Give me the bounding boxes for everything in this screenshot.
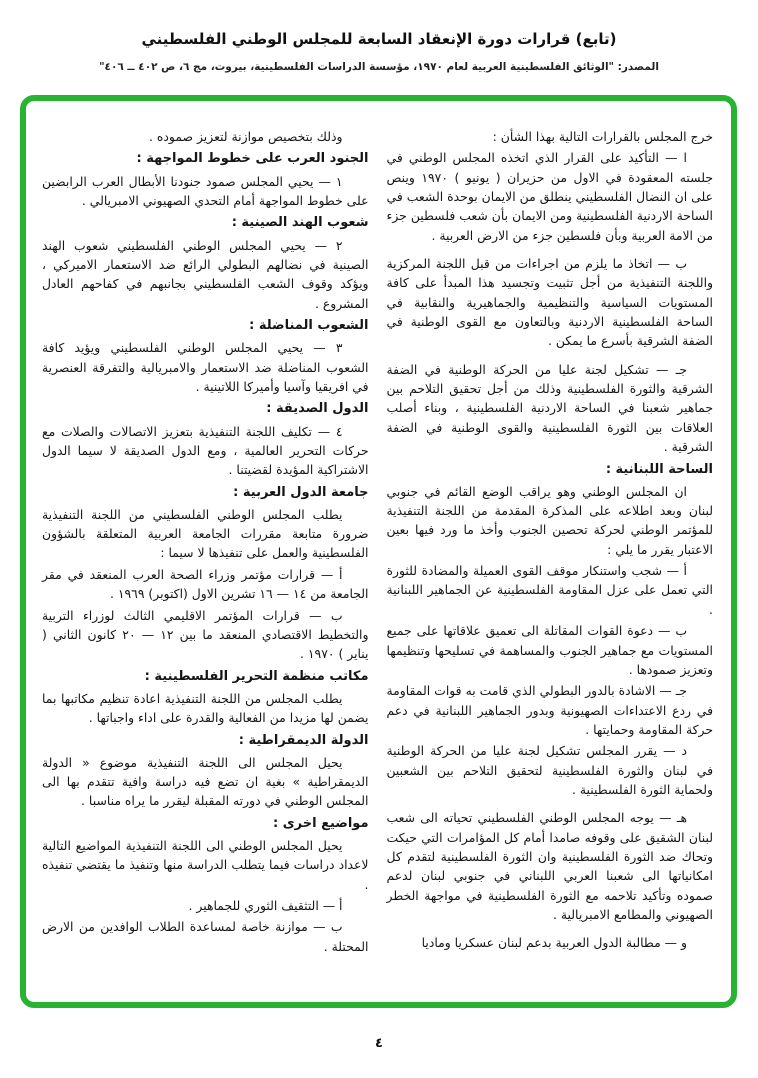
paragraph: وذلك بتخصيص موازنة لتعزيز صموده . <box>149 129 343 144</box>
section-heading: الشعوب المناضلة : <box>249 317 369 333</box>
paragraph: خرج المجلس بالقرارات التالية بهذا الشأن : <box>492 129 713 144</box>
paragraph: ٤ — تكليف اللجنة التنفيذية بتعزيز الاتصالات والصلات مع حركات التحرير العالمية ، ومع الدول الصديقة لا سيما الدول الاشتراكية المؤيدة لقضيتنا . <box>42 423 369 478</box>
paragraph: ب — اتخاذ ما يلزم من اجراءات من قبل اللجنة المركزية واللجنة التنفيذية من أجل تثبيت وتجسيد هذا المبدأ على كافة المستويات السياسية والتنظيمية والجماهيرية والنقابية في الساحة الفلسطينية الاردنية وبالتعاون مع القوى الوطنية في الضفة الشرقية بأسرع ما يمكن . <box>386 256 713 349</box>
source-citation: المصدر: "الوثائق الفلسطينية العربية لعام ١٩٧٠، مؤسسة الدراسات الفلسطينية، بيروت، مج ٦، ص ٤٠٢ ــ ٤٠٦" <box>99 61 659 73</box>
paragraph: و — مطالبة الدول العربية بدعم لبنان عسكريا وماديا <box>421 935 687 951</box>
green-border-frame <box>20 95 737 1008</box>
paragraph: ١ — يحيي المجلس صمود جنودنا الأبطال العرب الرابضين على خطوط المواجهة أمام التحدي الصهيوني الامبريالي . <box>42 173 369 208</box>
paragraph: يحيل المجلس الى اللجنة التنفيذية موضوع « الدولة الديمقراطية » بغية ان تضع فيه دراسة وافية تتقدم بها الى المجلس الوطني في دورته المقبلة ليقرر ما يراه مناسبا . <box>42 754 369 809</box>
paragraph: ٣ — يحيي المجلس الوطني الفلسطيني ويؤيد كافة الشعوب المناضلة ضد الاستعمار والامبريالية والتفرقة العنصرية في افريقيا وآسيا وأميركا اللاتينية . <box>42 340 369 394</box>
section-heading: شعوب الهند الصينية : <box>231 215 369 231</box>
paragraph: جـ — الاشادة بالدور البطولي الذي قامت به قوات المقاومة في ردع الاعتداءات الصهيونية وبدور الجماهير اللبنانية في دعم حركة المقاومة وحمايتها . <box>386 683 713 737</box>
column-right <box>387 127 714 992</box>
section-heading: الدولة الديمقراطية : <box>238 732 369 748</box>
paragraph: يحيل المجلس الوطني الى اللجنة التنفيذية المواضيع التالية لاعداد دراسات فيما يتطلب الدراسة منها وتنفيذ ما يقتضي تنفيذه . <box>42 838 369 892</box>
paragraph: ان المجلس الوطني وهو يراقب الوضع القائم في جنوبي لبنان وبعد اطلاعه على المذكرة المقدمة من اللجنة التنفيذية للمؤتمر الوطني لحركة تحصين الجنوب وأخذ ما ورد فيها بعين الاعتبار يقرر ما يلي : <box>386 483 713 557</box>
page-number: ٤ <box>375 1036 383 1051</box>
paragraph: ب — موازنة خاصة لمساعدة الطلاب الوافدين من الارض المحتلة . <box>42 919 369 954</box>
column-left <box>42 127 369 992</box>
section-heading: جامعة الدول العربية : <box>233 484 369 500</box>
page-title: (تابع) قرارات دورة الإنعقاد السابعة للمجلس الوطني الفلسطيني <box>141 30 617 48</box>
paragraph: ٢ — يحيي المجلس الوطني الفلسطيني شعوب الهند الصينية في نضالهم البطولي الرائع ضد الاستعمار الاميركي ، ويؤكد وقوف الشعب الفلسطيني بجانبهم في كفاحهم العادل المشروع . <box>42 237 369 311</box>
paragraph: أ — شجب واستنكار موقف القوى العميلة والمضادة للثورة التي تعمل على عزل المقاومة الفلسطينية عن الجماهير اللبنانية . <box>386 563 713 617</box>
paragraph: ا — التأكيد على القرار الذي اتخذه المجلس الوطني في جلسته المعقودة في الاول من حزيران ( يونيو ) ١٩٧٠ وينص على ان النضال الفلسطيني ينطلق من الايمان بوحدة الشعب في الساحة الاردنية الفلسطينية ومن الايمان بأن شعب فلسطين جزء من الامة العربية وبأن فلسطين جزء من الارض العربية . <box>386 150 713 243</box>
section-heading: الساحة اللبنانية : <box>605 461 713 477</box>
section-heading: الجنود العرب على خطوط المواجهة : <box>136 151 369 167</box>
section-heading: الدول الصديقة : <box>266 401 369 417</box>
paragraph: ب — دعوة القوات المقاتلة الى تعميق علاقاتها على جميع المستويات مع جماهير الجنوب والمساهمة في تسليحها وتنظيمها وتعزيز صمودها . <box>386 623 713 677</box>
section-heading: مكاتب منظمة التحرير الفلسطينية : <box>144 668 369 684</box>
paragraph: جـ — تشكيل لجنة عليا من الحركة الوطنية في الضفة الشرقية والثورة الفلسطينية وذلك من أجل تحقيق التلاحم بين جماهير شعبنا في الساحة الاردنية الفلسطينية ، وبناء أصلب العلاقات بين الثورة الفلسطينية والقوى الوطنية في الضفة الشرقية . <box>386 361 713 455</box>
section-heading: مواضيع اخرى : <box>273 815 369 831</box>
paragraph: يطلب المجلس من اللجنة التنفيذية اعادة تنظيم مكاتبها بما يضمن لها مزيدا من الفعالية والقدرة على اداء واجباتها . <box>42 690 369 726</box>
paragraph: أ — قرارات مؤتمر وزراء الصحة العرب المنعقد في مقر الجامعة من ١٤ — ١٦ تشرين الاول (اكتوبر) ١٩٦٩ . <box>42 566 369 602</box>
paragraph: د — يقرر المجلس تشكيل لجنة عليا من الحركة الوطنية في لبنان والثورة الفلسطينية لتحقيق التلاحم بين الشعبين ولحماية الثورة الفلسطينية . <box>386 743 713 797</box>
two-column-layout <box>26 101 731 1002</box>
paragraph: ب — قرارات المؤتمر الاقليمي الثالث لوزراء التربية والتخطيط الاقتصادي المنعقد ما بين ١٢ — ٢٠ كانون الثاني ( يناير ) ١٩٧٠ . <box>42 607 369 662</box>
paragraph: يطلب المجلس الوطني الفلسطيني من اللجنة التنفيذية ضرورة متابعة مقررات الجامعة العربية المتعلقة بالشؤون الفلسطينية والعمل على تنفيذها لا سيما : <box>42 506 369 561</box>
paragraph: هـ — يوجه المجلس الوطني الفلسطيني تحياته الى شعب لبنان الشقيق على وقوفه صامدا أمام كل المؤامرات التي حيكت وتحاك ضد الثورة الفلسطينية وان الثورة الفلسطينية لتقدم كل امكانياتها الى شعبنا العربي اللبناني في جنوبي لبنان لدعم صموده وتأكيد تلاحمه مع الثورة الفلسطينية في مواجهة الخطر الصهيوني والمطامع الامبريالية . <box>386 810 713 922</box>
paragraph: أ — التثقيف الثوري للجماهير . <box>188 898 343 914</box>
document-header <box>0 0 758 73</box>
